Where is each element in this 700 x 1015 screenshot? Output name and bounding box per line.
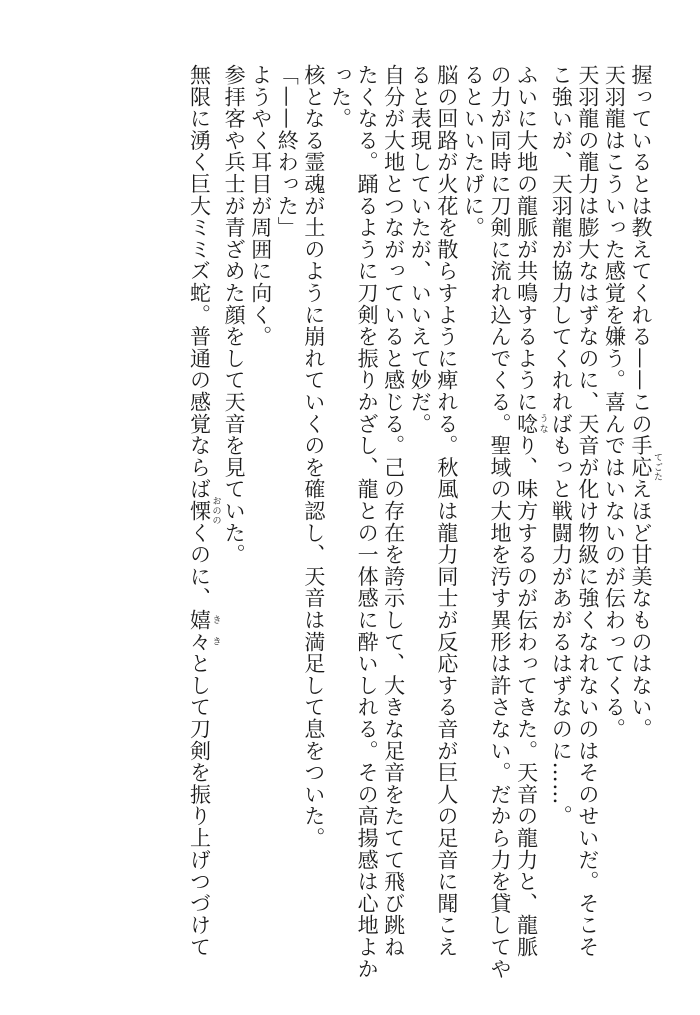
text-line-14: 「——終わった」 bbox=[275, 64, 300, 239]
text-line-8: 脳の回路が火花を散らすように痺れる。秋風は龍力同士が反応する音が巨人の足音に聞こえ bbox=[434, 64, 459, 958]
text-line-16: 参拝客や兵士が青ざめた顔をして天音を見ていた。 bbox=[222, 64, 247, 566]
text-line-13: 核となる霊魂が土のように崩れていくのを確認し、天音は満足して息をついた。 bbox=[301, 64, 326, 849]
text-line-17-mid: くのに、 bbox=[187, 521, 212, 610]
ruby-tegotae-base: 応 bbox=[629, 452, 653, 483]
ruby-tegotae bbox=[629, 452, 662, 483]
text-line-17-tail: として刀剣を振り上げつづけて bbox=[187, 652, 212, 958]
ruby-tegotae-reading: てごた bbox=[652, 452, 662, 483]
text-line-4: こ強いが、天羽龍が協力してくれればもっと戦闘力があがるはずなのに……。 bbox=[549, 64, 574, 827]
text-line-17-part: 無限に湧く巨大ミミズ蛇。普通の感覚ならば bbox=[187, 64, 212, 500]
text-line-9: ると表現していたが、いいえて妙だ。 bbox=[408, 64, 433, 435]
text-line-1-tail: えほど甘美なものはない。 bbox=[629, 478, 653, 740]
text-line-7: るといいたげに。 bbox=[461, 64, 486, 239]
text-line-5 bbox=[513, 64, 548, 964]
ruby-ononoku-reading: おのの bbox=[210, 496, 221, 526]
text-line-6: の力が同時に刀剣に流れ込んでくる。聖域の大地を汚す異形は許さない。だから力を貸してや bbox=[488, 64, 513, 980]
text-line-1 bbox=[627, 64, 662, 964]
text-line-15: ようやく耳目が周囲に向く。 bbox=[248, 64, 273, 348]
text-line-17 bbox=[186, 64, 221, 964]
text-line-1-part: 握っているとは教えてくれる——この手 bbox=[629, 64, 653, 457]
text-line-10: 自分が大地とつながっていると感じる。己の存在を誇示して、大きな足音をたてて飛び跳ね bbox=[381, 64, 406, 958]
ruby-kiki bbox=[187, 609, 221, 653]
ruby-kiki-reading: きき bbox=[210, 609, 221, 653]
ruby-ononoku-base: 慄 bbox=[187, 496, 212, 526]
ruby-kiki-base: 嬉々 bbox=[187, 609, 212, 653]
ruby-ononoku bbox=[187, 496, 221, 526]
ruby-unari-base: 唸 bbox=[514, 412, 539, 435]
text-line-2: 天羽龍はこういった感覚を嫌う。喜んではいないのが伝わってくる。 bbox=[602, 64, 627, 740]
text-line-5-tail: り、味方するのが伝わってきた。天音の龍力と、龍脈 bbox=[514, 434, 539, 958]
text-line-12: った。 bbox=[328, 64, 353, 130]
text-line-5-part: ふいに大地の龍脈が共鳴するように bbox=[514, 64, 539, 413]
text-line-11: たくなる。踊るように刀剣を振りかざし、龍との一体感に酔いしれる。その高揚感は心地よか bbox=[355, 64, 380, 980]
ruby-unari bbox=[514, 412, 548, 435]
ruby-unari-reading: うな bbox=[537, 412, 548, 435]
text-line-3: 天羽龍の龍力は膨大なはずなのに、天音が化け物級に強くなれないのはそのせいだ。そこそ bbox=[575, 64, 600, 958]
vertical-text-body bbox=[186, 64, 662, 980]
